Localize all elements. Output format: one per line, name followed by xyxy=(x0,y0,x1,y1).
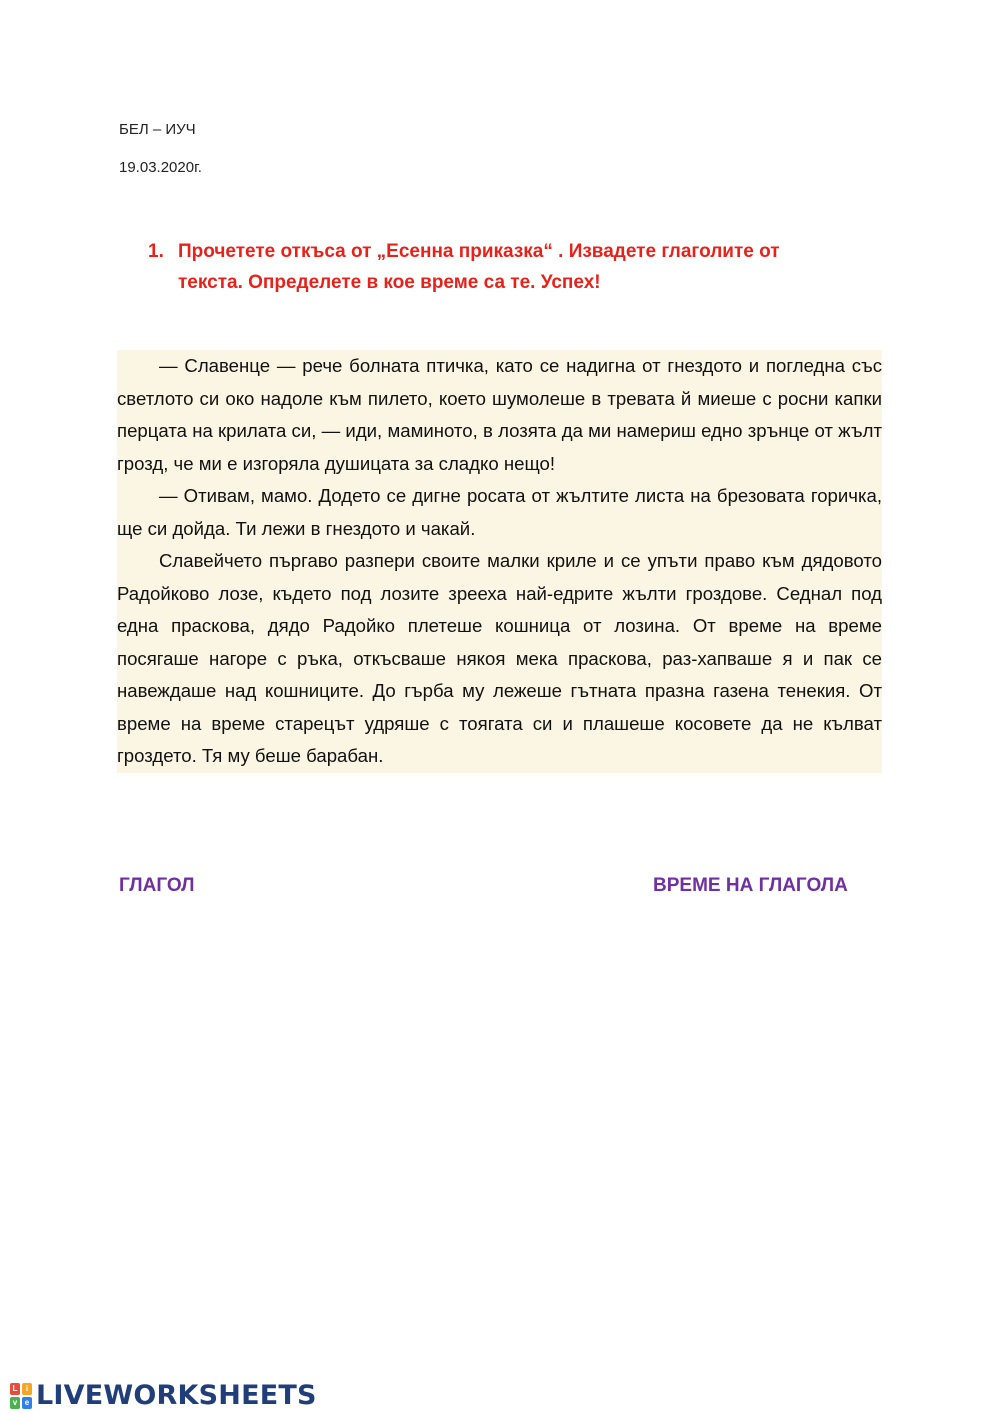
logo-text: LIVEWORKSHEETS xyxy=(36,1380,317,1411)
tense-column-label: ВРЕМЕ НА ГЛАГОЛА xyxy=(653,875,848,896)
subject-label: БЕЛ – ИУЧ xyxy=(119,121,196,138)
excerpt-paragraph-2: — Отивам, мамо. Додето се дигне росата от жълтите листа на брезовата горичка, ще си дойда. Ти лежи в гнездото и чакай. xyxy=(117,480,882,545)
task-number: 1. xyxy=(148,241,164,262)
task-text: Прочетете откъса от „Есенна приказка“ . Извадете глаголите от текста. Определете в кое време са те. Успех! xyxy=(178,241,780,293)
date-label: 19.03.2020г. xyxy=(119,159,202,176)
excerpt-paragraph-1: — Славенце — рече болната птичка, като се надигна от гнездото и погледна със светлото си око надоле към пилето, което шумолеше в тревата й миеше с росни капки перцата на крилата си, — иди, маминото, в лозята да ми намериш едно зрънце от жълт грозд, че ми е изгоряла душицата за сладко нещо! xyxy=(117,350,882,480)
liveworksheets-logo-icon: L i v e xyxy=(10,1383,32,1409)
footer-logo xyxy=(10,1380,317,1411)
excerpt-paragraph-3: Славейчето пъргаво разпери своите малки криле и се упъти право към дядовото Радойково лозе, където под лозите зрееха най-едрите жълти гроздове. Седнал под една праскова, дядо Радойко плетеше кошница от лозина. От време на време посягаше нагоре с ръка, откъсваше някоя мека праскова, раз-хапваше я и пак се навеждаше над кошниците. До гърба му лежеше гътната празна газена тенекия. От време на време старецът удряше с тоягата си и плашеше косовете да не кълват гроздето. Тя му беше барабан. xyxy=(117,545,882,773)
story-excerpt xyxy=(117,350,882,773)
task-instruction xyxy=(148,236,848,298)
verb-column-label: ГЛАГОЛ xyxy=(119,875,195,896)
